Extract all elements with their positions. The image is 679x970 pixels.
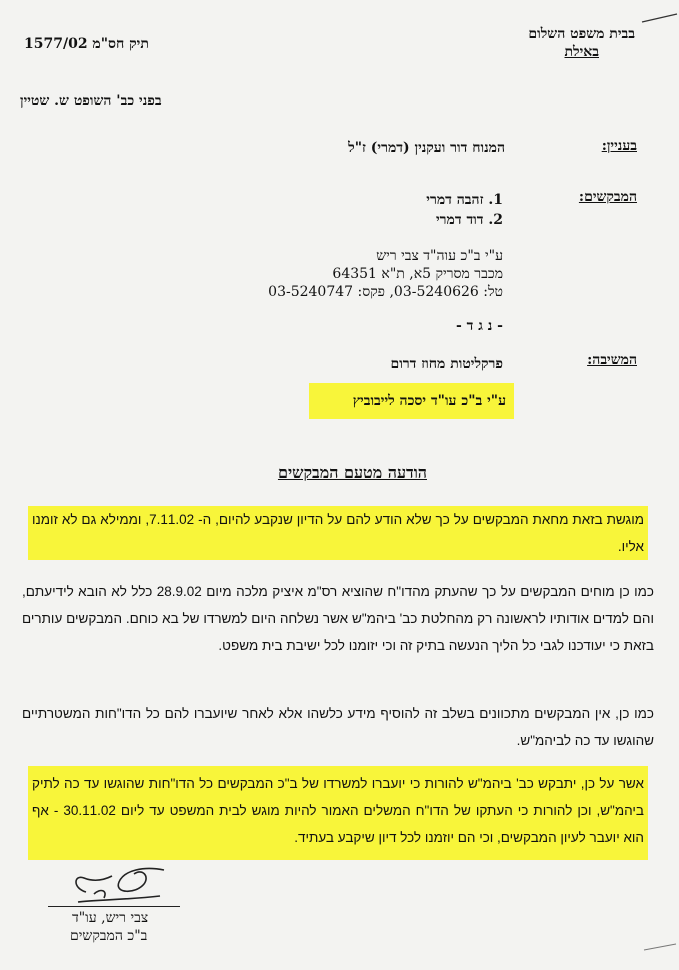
applicant-2: 2. דוד דמרי xyxy=(435,212,503,228)
versus-line: - נ ג ד - xyxy=(455,318,503,334)
signature-line xyxy=(48,906,180,907)
matter-value: המנוח דור ועקנין (דמרי) ז"ל xyxy=(348,140,505,156)
respondent-counsel: ע"י ב"כ עו"ד יסכה לייבוביץ xyxy=(309,383,514,419)
matter-label: בעניין: xyxy=(601,138,637,154)
court-name: בבית משפט השלום xyxy=(528,26,635,42)
case-number: תיק חס"מ 1577/02 xyxy=(24,36,149,52)
respondent-label: המשיבה: xyxy=(587,352,637,368)
applicant-1: 1. זהבה דמרי xyxy=(426,192,503,208)
court-location: באילת xyxy=(564,44,599,60)
handwritten-signature xyxy=(64,860,184,910)
counsel-address: מכבר מסריק 5א, ת"א 64351 xyxy=(332,266,503,282)
document-title: הודעה מטעם המבקשים xyxy=(277,463,427,482)
respondent-value: פרקליטות מחוז דרום xyxy=(390,356,503,372)
scan-edge-mark xyxy=(640,8,679,28)
paragraph-report: כמו כן מוחים המבקשים על כך שהעתק מהדו"ח שהוציא רס"מ איציק מלכה מיום 28.9.02 כלל לא הובא לידיעתם, והם למדים אודותיו לראשונה רק מהחלטת כב' ביהמ"ש אשר נשלחה היום למשרדו של בא כוחם. המבקשים עותרים בזאת כי יעודכנו לגבי כל הליך הנעשה בתיק זה וכי יזומנו לכל ישיבת בית משפט. xyxy=(22,584,654,653)
counsel-name: ע"י ב"כ עוה"ד צבי ריש xyxy=(376,248,503,264)
paragraph-protest: מוגשת בזאת מחאת המבקשים על כך שלא הודע להם על הדיון שנקבע להיום, ה- 7.11.02, וממילא גם לא זומנו אליו. xyxy=(28,506,648,560)
paragraph-request: אשר על כן, יתבקש כב' ביהמ"ש להורות כי יועברו למשרדו של ב"כ המבקשים כל הדו"חות שהוגשו עד כה לתיק ביהמ"ש, וכן להורות כי העתקו של הדו"ח המשלים האמור להיות מוגש לבית המשפט עד ליום 30.11.02 - אף הוא יועבר לעיון המבקשים, וכי הם יוזמנו לכל דיון שיקבע בעתיד. xyxy=(28,766,648,860)
judge-line: בפני כב' השופט ש. שטיין xyxy=(20,93,162,109)
signer-name: צבי ריש, עו"ד xyxy=(72,910,149,926)
counsel-phone: טל: 03-5240626, פקס: 03-5240747 xyxy=(268,284,503,300)
scan-edge-mark xyxy=(640,940,679,960)
paragraph-no-info: כמו כן, אין המבקשים מתכוונים בשלב זה להוסיף מידע כלשהו אלא לאחר שיועברו להם כל הדו"חות המשטרתיים שהוגשו עד כה לביהמ"ש. xyxy=(22,706,654,748)
applicants-label: המבקשים: xyxy=(578,189,637,205)
signer-role: ב"כ המבקשים xyxy=(70,928,148,944)
